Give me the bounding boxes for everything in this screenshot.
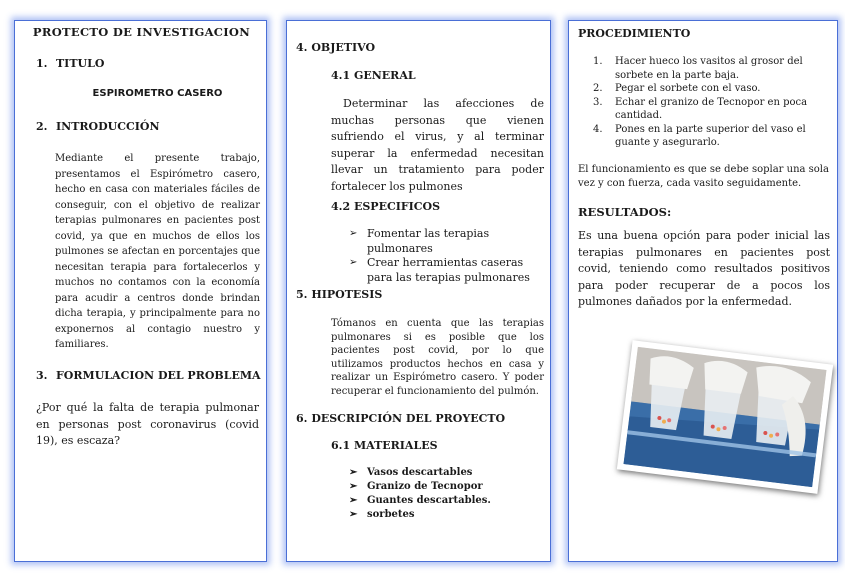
list-item: 1. Hacer hueco los vasitos al grosor del sorbete en la parte baja. [593,56,803,81]
spirometer-photo [617,340,833,494]
list-item: 3. Echar el granizo de Tecnopor en poca cantidad. [593,96,808,121]
document-header: PROTECTO DE INVESTIGACION [32,25,251,39]
project-title: ESPIROMETRO CASERO [92,88,223,99]
panel-left [14,20,267,562]
section-hipotesis: 5. HIPOTESIS [296,288,383,301]
procedure-steps [593,55,831,150]
section-titulo: 1. TITULO [36,57,105,70]
intro-paragraph: Mediante el presente trabajo, presentamos el Espirómetro casero, hecho en casa con materiales fáciles de conseguir, con el objetivo de realizar terapias pulmonares en pacientes post covid, ya que en muchos de ellos los pulmones se afectan en porcentajes que necesitan terapia para fortalecerlos y muchos no contamos con la economía para acudir a centros donde brindan dicha terapia, y principalmente para no exponernos al contagio nuestro y familiares. [55,153,260,350]
section-objetivo: 4. OBJETIVO [296,41,376,54]
arrow-bullet-icon: ➢ [349,509,358,520]
list-item: ➢ Guantes descartables. [349,495,491,506]
section-formulacion: 3. FORMULACION DEL PROBLEMA [36,369,261,382]
panel-middle [286,20,551,562]
section-materiales: 6.1 MATERIALES [331,439,438,452]
section-procedimiento: PROCEDIMIENTO [578,27,691,40]
hipotesis-paragraph: Tómanos en cuenta que las terapias pulmonares si es posible que los pacientes post covid, por lo que utilizamos productos hechos en casa y realizar un Espirómetro casero. Y poder recuperar el funcionamiento del pulmón. [331,318,544,397]
problem-question: ¿Por qué la falta de terapia pulmonar en personas post coronavirus (covid 19), es escaza? [36,401,259,447]
section-descripcion: 6. DESCRIPCIÓN DEL PROYECTO [296,412,506,425]
list-item: ➢ Vasos descartables [349,467,473,478]
section-general: 4.1 GENERAL [331,69,416,82]
arrow-bullet-icon: ➢ [349,257,358,268]
especificos-list [349,227,545,285]
list-item: ➢ Granizo de Tecnopor [349,481,483,492]
arrow-bullet-icon: ➢ [349,467,358,478]
arrow-bullet-icon: ➢ [349,495,358,506]
list-item: ➢ Fomentar las terapias pulmonares [349,227,490,255]
panel-right [568,20,838,562]
section-especificos: 4.2 ESPECIFICOS [331,200,441,213]
list-item: ➢ sorbetes [349,509,415,520]
list-item: 4. Pones en la parte superior del vaso el guante y asegurarlo. [593,123,806,148]
arrow-bullet-icon: ➢ [349,228,358,239]
spirometer-illustration [624,347,827,487]
section-resultados: RESULTADOS: [578,205,672,219]
funcionamiento-paragraph: El funcionamiento es que se debe soplar una sola vez y con fuerza, cada vasito seguidamente. [578,164,829,189]
section-introduccion: 2. INTRODUCCIÓN [36,120,160,133]
list-item: ➢ Crear herramientas caseras para las terapias pulmonares [349,256,530,284]
general-paragraph: Determinar las afecciones de muchas personas que vienen sufriendo el virus, y al terminar superar la enfermedad necesitan llevar un tratamiento para poder fortalecer los pulmones [331,97,544,193]
resultados-paragraph: Es una buena opción para poder inicial las terapias pulmonares en pacientes post covid, teniendo como resultados positivos para poder recuperar de a pocos los pulmones dañados por la enfermedad. [578,229,830,308]
materiales-list [349,466,539,522]
arrow-bullet-icon: ➢ [349,481,358,492]
list-item: 2. Pegar el sorbete con el vaso. [593,83,761,94]
